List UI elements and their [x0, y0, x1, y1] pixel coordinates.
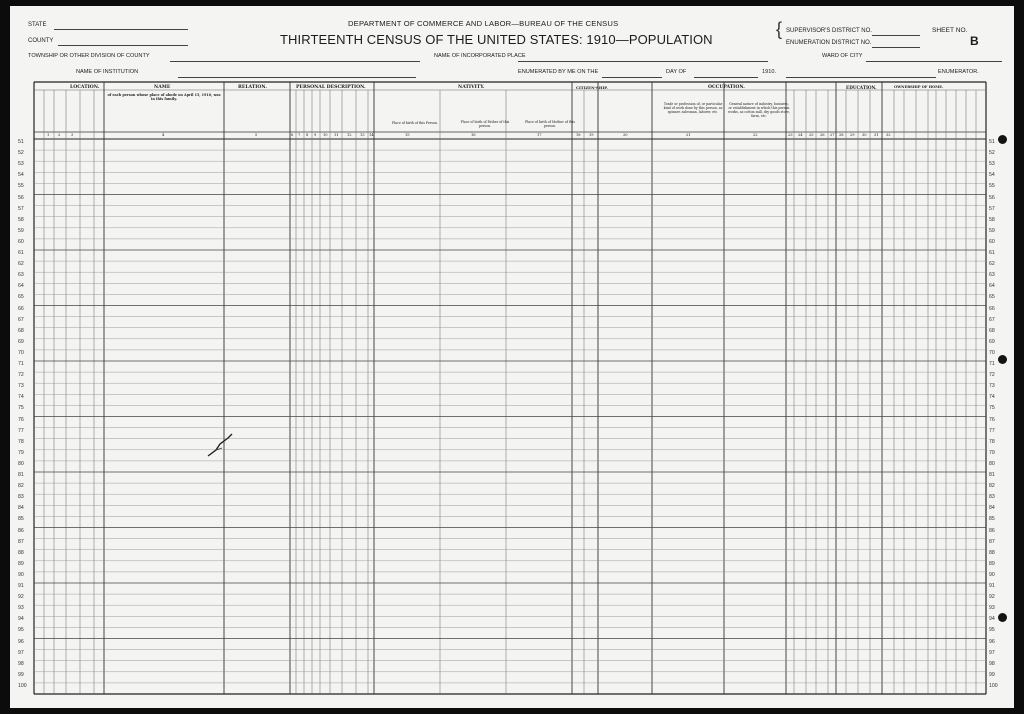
ink-mark-icon: [206, 430, 236, 460]
column-number: 10: [323, 133, 328, 137]
row-number-right: 97: [989, 649, 995, 656]
column-number: 5: [255, 133, 258, 137]
row-number-right: 72: [989, 372, 995, 379]
row-number-left: 84: [18, 505, 24, 512]
row-number-right: 62: [989, 261, 995, 268]
row-number-right: 94: [989, 616, 995, 623]
education-heading: EDUCATION.: [846, 85, 877, 90]
column-number: 6: [291, 133, 294, 137]
row-number-left: 65: [18, 294, 24, 301]
citizenship-heading: CITIZEN-SHIP.: [576, 85, 608, 90]
row-number-left: 59: [18, 227, 24, 234]
row-number-right: 98: [989, 660, 995, 667]
row-number-right: 77: [989, 427, 995, 434]
row-number-left: 60: [18, 238, 24, 245]
row-number-right: 93: [989, 605, 995, 612]
row-number-left: 70: [18, 349, 24, 356]
enumeration-district-label: ENUMERATION DISTRICT NO.: [786, 40, 872, 46]
day-of-label: DAY OF: [666, 69, 687, 75]
row-number-right: 96: [989, 638, 995, 645]
column-number: 2: [58, 133, 61, 137]
row-number-right: 65: [989, 294, 995, 301]
sheet-number-label: SHEET NO.: [932, 27, 968, 34]
row-number-left: 58: [18, 216, 24, 223]
row-number-left: 93: [18, 605, 24, 612]
row-number-right: 74: [989, 394, 995, 401]
personal-description-heading: PERSONAL DESCRIPTION.: [296, 85, 366, 90]
row-number-left: 62: [18, 261, 24, 268]
column-number: 22: [753, 133, 758, 137]
column-number: 21: [686, 133, 691, 137]
row-number-left: 85: [18, 516, 24, 523]
row-number-left: 83: [18, 494, 24, 501]
row-number-right: 82: [989, 483, 995, 490]
row-number-right: 51: [989, 139, 995, 145]
column-number: 20: [623, 133, 628, 137]
incorporated-place-label: NAME OF INCORPORATED PLACE: [434, 53, 526, 59]
row-number-left: 61: [18, 250, 24, 256]
row-number-right: 100: [989, 682, 998, 689]
row-number-right: 53: [989, 161, 995, 168]
row-number-left: 73: [18, 383, 24, 390]
row-number-right: 90: [989, 571, 995, 578]
sheet-number-value: B: [970, 34, 979, 48]
row-number-right: 92: [989, 594, 995, 601]
row-number-left: 95: [18, 627, 24, 634]
row-number-right: 75: [989, 405, 995, 412]
department-heading: DEPARTMENT OF COMMERCE AND LABOR—BUREAU OF THE CENSUS: [348, 19, 619, 28]
row-number-left: 56: [18, 194, 24, 201]
row-number-right: 58: [989, 216, 995, 223]
row-number-right: 66: [989, 305, 995, 312]
row-number-right: 60: [989, 238, 995, 245]
row-number-right: 61: [989, 250, 995, 256]
row-number-right: 80: [989, 460, 995, 467]
enumerated-by-label: ENUMERATED BY ME ON THE: [518, 69, 599, 75]
column-number: 7: [298, 133, 301, 137]
column-number: 3: [71, 133, 74, 137]
row-number-left: 87: [18, 538, 24, 545]
row-number-right: 95: [989, 627, 995, 634]
row-number-right: 84: [989, 505, 995, 512]
row-number-right: 57: [989, 205, 995, 212]
row-number-left: 78: [18, 438, 24, 445]
row-number-left: 82: [18, 483, 24, 490]
row-number-left: 100: [18, 682, 27, 689]
row-number-right: 99: [989, 671, 995, 678]
row-number-left: 94: [18, 616, 24, 623]
row-number-left: 52: [18, 150, 24, 157]
row-number-left: 97: [18, 649, 24, 656]
row-number-right: 56: [989, 194, 995, 201]
county-label: COUNTY: [28, 38, 54, 44]
row-number-right: 81: [989, 472, 995, 478]
occupation-heading: OCCUPATION.: [708, 85, 745, 90]
row-number-left: 88: [18, 549, 24, 556]
census-table-grid: [10, 6, 1014, 708]
column-number: 4: [162, 133, 165, 137]
row-number-right: 70: [989, 349, 995, 356]
ownership-heading: OWNERSHIP OF HOME.: [894, 85, 944, 89]
row-number-left: 74: [18, 394, 24, 401]
row-number-left: 66: [18, 305, 24, 312]
column-number: 25: [809, 133, 814, 137]
column-number: 24: [798, 133, 803, 137]
row-number-left: 75: [18, 405, 24, 412]
row-number-left: 92: [18, 594, 24, 601]
institution-label: NAME OF INSTITUTION: [76, 69, 139, 75]
enumerator-label: ENUMERATOR.: [938, 69, 979, 75]
row-number-right: 63: [989, 272, 995, 279]
row-number-right: 71: [989, 361, 995, 367]
row-number-left: 91: [18, 583, 24, 589]
row-number-right: 91: [989, 583, 995, 589]
row-number-left: 68: [18, 327, 24, 334]
column-number: 29: [850, 133, 855, 137]
name-subheading: of each person whose place of abode on April 15, 1910, was in this family.: [107, 93, 221, 102]
column-number: 11: [334, 133, 339, 137]
bracket-icon: {: [776, 19, 783, 39]
relation-heading: RELATION.: [238, 85, 267, 90]
nativity-heading: NATIVITY.: [458, 85, 485, 90]
row-number-right: 78: [989, 438, 995, 445]
row-number-left: 90: [18, 571, 24, 578]
row-number-right: 76: [989, 416, 995, 423]
birth-mother-heading: Place of birth of Mother of this person.: [525, 120, 575, 129]
ward-label: WARD OF CITY: [822, 53, 863, 59]
column-number: 23: [788, 133, 793, 137]
column-number: 18: [576, 133, 581, 137]
row-number-left: 76: [18, 416, 24, 423]
column-number: 27: [830, 133, 835, 137]
row-number-right: 79: [989, 449, 995, 456]
column-number: 8: [306, 133, 309, 137]
row-number-left: 71: [18, 361, 24, 367]
row-number-left: 80: [18, 460, 24, 467]
row-number-right: 55: [989, 183, 995, 190]
location-heading: LOCATION.: [70, 85, 100, 90]
row-number-right: 69: [989, 338, 995, 345]
row-number-right: 85: [989, 516, 995, 523]
row-number-left: 81: [18, 472, 24, 478]
trade-heading: Trade or profession of, or particular kind of work done by this person, as spinner, salesman, laborer, etc.: [663, 102, 723, 115]
column-number: 32: [886, 133, 891, 137]
row-number-right: 83: [989, 494, 995, 501]
row-number-right: 73: [989, 383, 995, 390]
year-label: 1910.: [762, 69, 776, 75]
row-number-left: 53: [18, 161, 24, 168]
page-title: THIRTEENTH CENSUS OF THE UNITED STATES: 1910—POPULATION: [280, 32, 713, 47]
column-number: 13: [360, 133, 365, 137]
column-number: 30: [862, 133, 867, 137]
state-label: STATE: [28, 22, 47, 28]
row-number-left: 54: [18, 172, 24, 179]
row-number-left: 55: [18, 183, 24, 190]
row-number-left: 99: [18, 671, 24, 678]
birth-person-heading: Place of birth of this Person.: [392, 121, 438, 125]
row-number-left: 72: [18, 372, 24, 379]
column-number: 16: [471, 133, 476, 137]
column-number: 19: [589, 133, 594, 137]
row-number-left: 69: [18, 338, 24, 345]
column-number: 9: [314, 133, 317, 137]
column-number: 17: [537, 133, 542, 137]
row-number-left: 86: [18, 527, 24, 534]
row-number-left: 51: [18, 139, 24, 145]
row-number-right: 68: [989, 327, 995, 334]
row-number-left: 57: [18, 205, 24, 212]
column-number: 28: [839, 133, 844, 137]
name-heading: NAME: [154, 85, 171, 90]
row-number-left: 64: [18, 283, 24, 290]
column-number: 14: [369, 133, 374, 137]
row-number-left: 98: [18, 660, 24, 667]
column-number: 12: [347, 133, 352, 137]
row-number-left: 96: [18, 638, 24, 645]
row-number-left: 67: [18, 316, 24, 323]
birth-father-heading: Place of birth of Father of this person.: [460, 120, 510, 129]
row-number-right: 64: [989, 283, 995, 290]
column-number: 31: [874, 133, 879, 137]
township-label: TOWNSHIP OR OTHER DIVISION OF COUNTY: [28, 53, 150, 59]
row-number-right: 59: [989, 227, 995, 234]
row-number-right: 86: [989, 527, 995, 534]
row-number-left: 79: [18, 449, 24, 456]
row-number-left: 77: [18, 427, 24, 434]
column-number: 1: [47, 133, 50, 137]
column-number: 26: [820, 133, 825, 137]
census-sheet: [10, 6, 1014, 708]
row-number-right: 54: [989, 172, 995, 179]
row-number-right: 88: [989, 549, 995, 556]
row-number-left: 89: [18, 560, 24, 567]
column-number: 15: [405, 133, 410, 137]
industry-heading: General nature of industry, business, or establishment in which this person works, as cotton mill, dry goods store, farm, etc.: [728, 102, 790, 119]
row-number-right: 89: [989, 560, 995, 567]
row-number-right: 67: [989, 316, 995, 323]
supervisor-district-label: SUPERVISOR'S DISTRICT NO.: [786, 28, 872, 34]
row-number-left: 63: [18, 272, 24, 279]
row-number-right: 52: [989, 150, 995, 157]
row-number-right: 87: [989, 538, 995, 545]
